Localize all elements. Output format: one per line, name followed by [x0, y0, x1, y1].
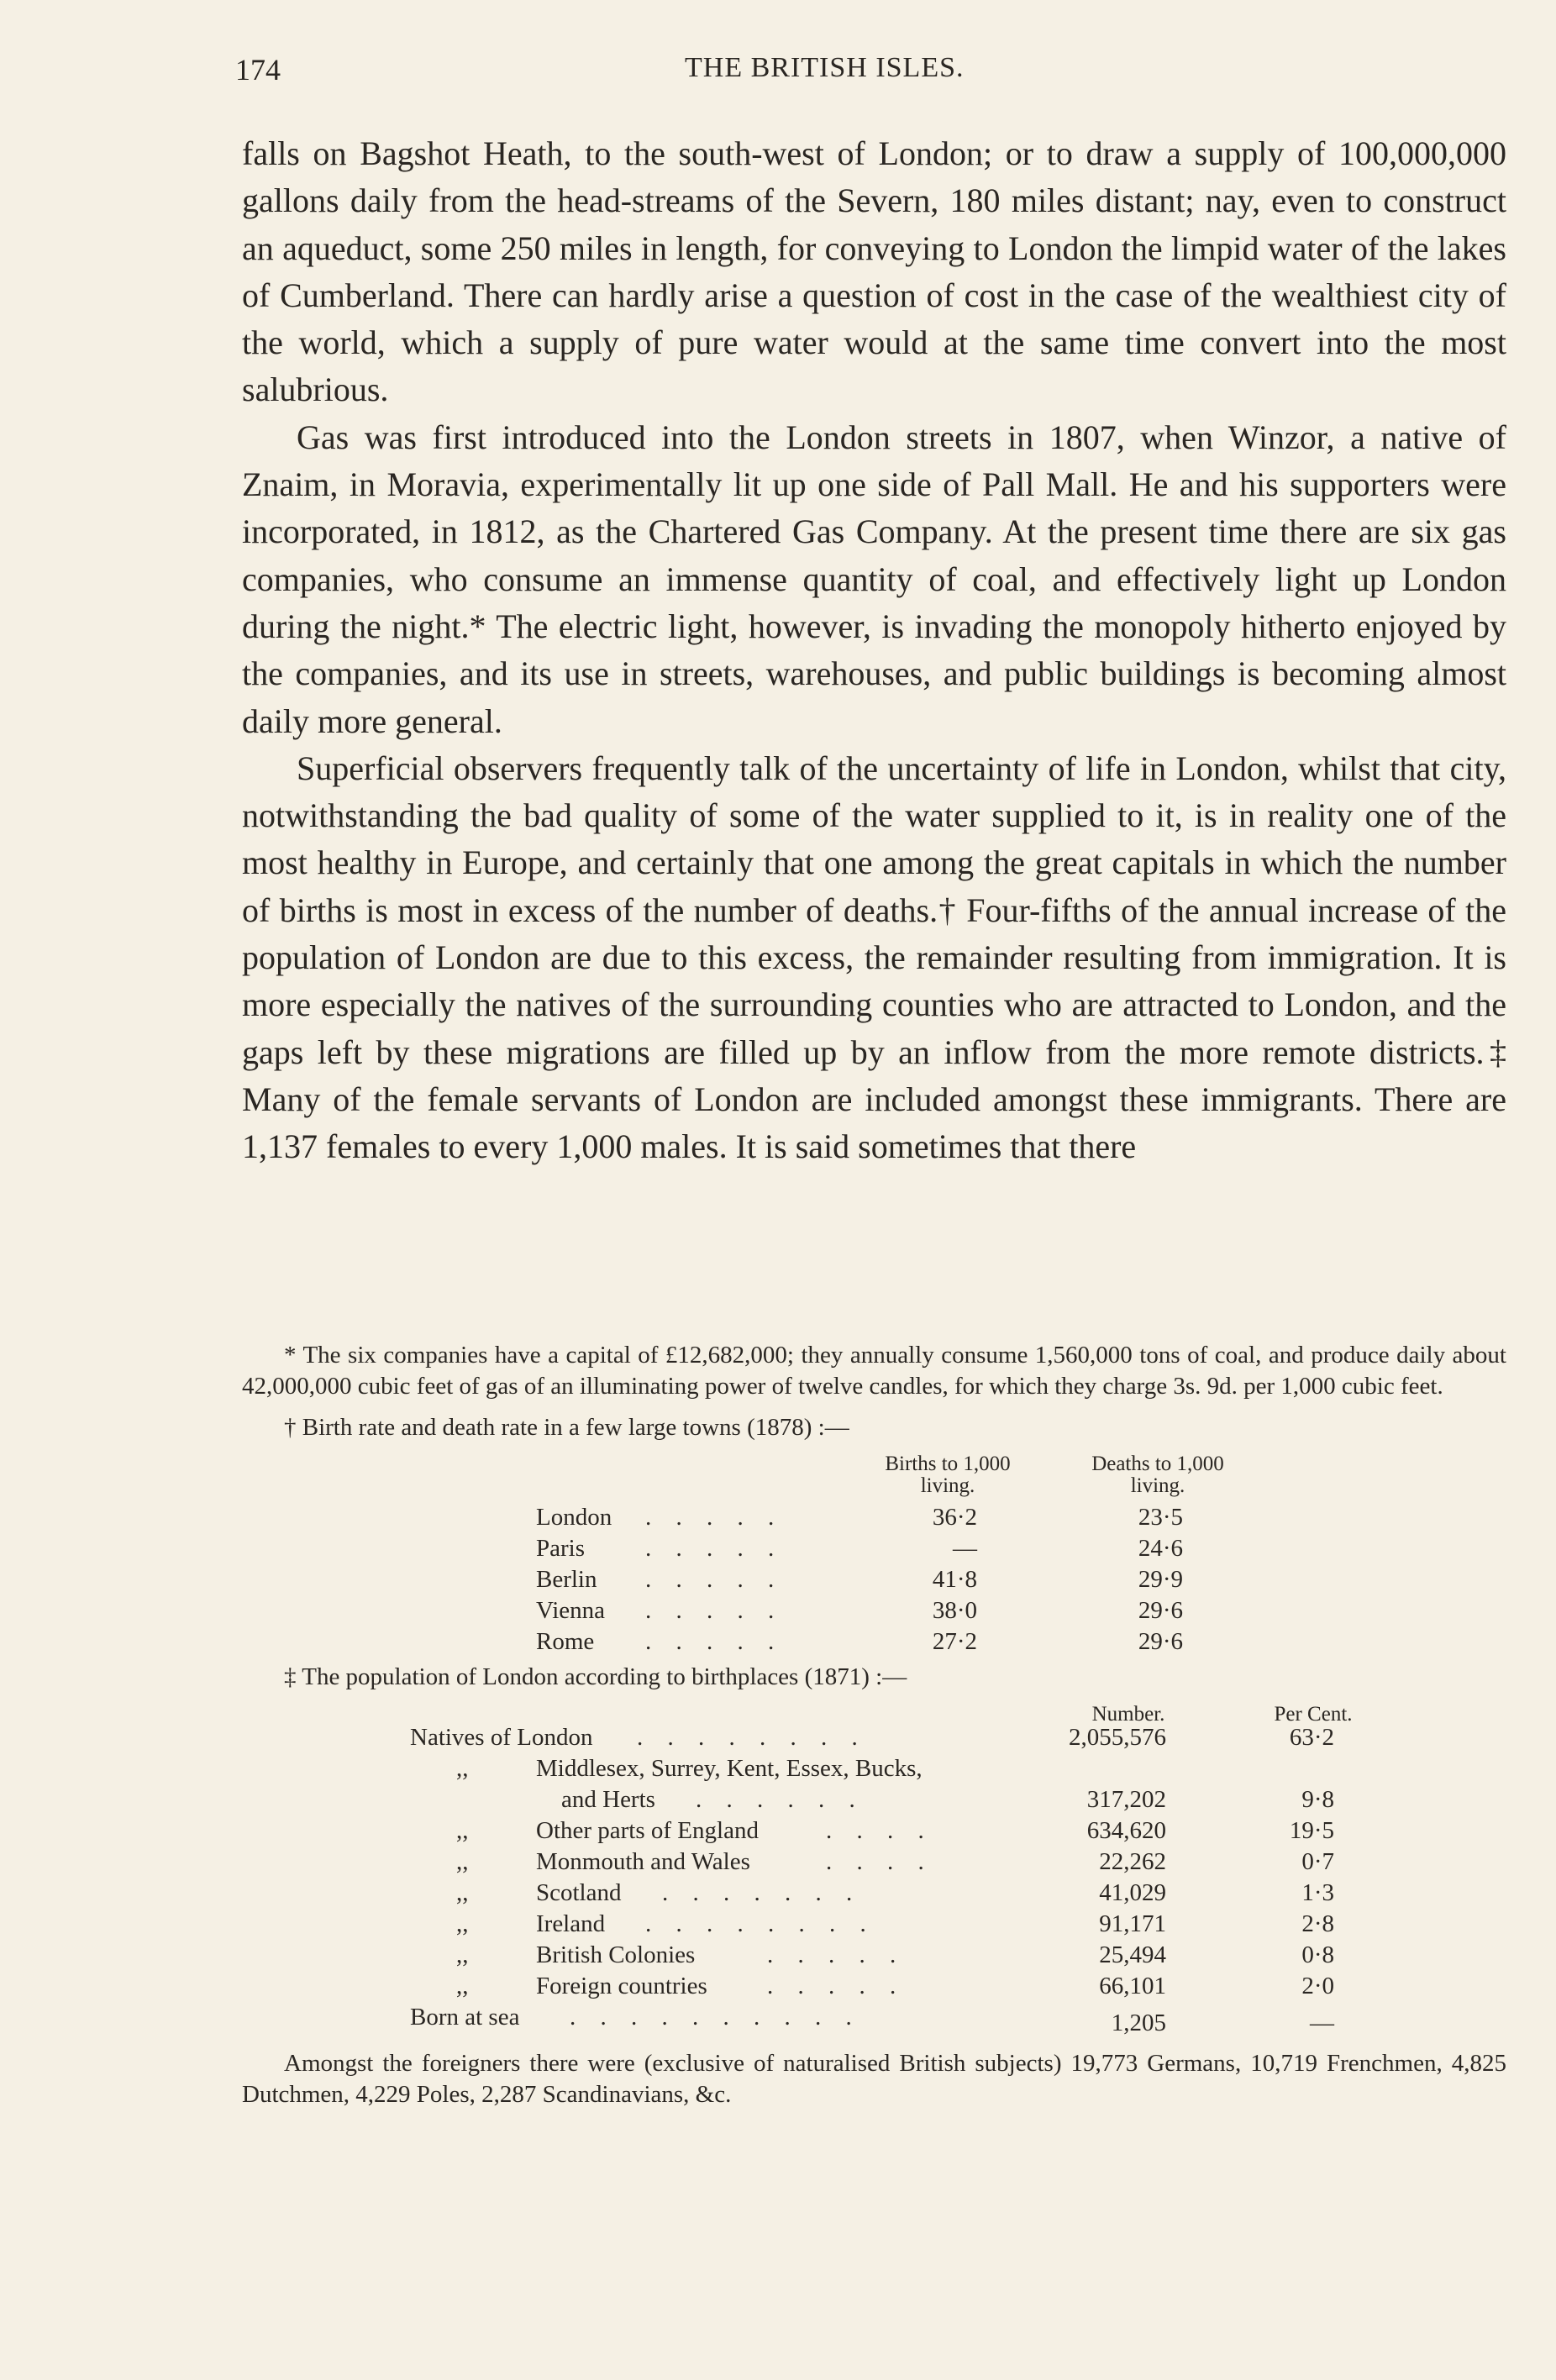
number-value: 91,171: [1099, 1910, 1166, 1937]
population-birthplace-table: [242, 1704, 1506, 2157]
deaths-value: 29·9: [1138, 1566, 1183, 1593]
dot-leader: . . . . . .: [696, 1786, 865, 1813]
deaths-value: 29·6: [1138, 1628, 1183, 1655]
ditto-mark: ,,: [456, 1755, 469, 1782]
footnotes: [242, 1340, 1506, 2157]
percent-value: 1·3: [1301, 1879, 1334, 1906]
deaths-value: 29·6: [1138, 1597, 1183, 1624]
births-value: 27·2: [932, 1628, 977, 1655]
dot-leader: . . . . .: [645, 1504, 784, 1531]
percent-value: 2·0: [1301, 1973, 1334, 1999]
deaths-value: 23·5: [1138, 1504, 1183, 1531]
percent-value: —: [1310, 2010, 1334, 2036]
running-head: THE BRITISH ISLES.: [685, 52, 965, 83]
percent-value: 2·8: [1301, 1910, 1334, 1937]
ditto-mark: ,,: [456, 1910, 469, 1937]
table-row-place: Middlesex, Surrey, Kent, Essex, Bucks,: [536, 1755, 923, 1782]
table-row-city: Rome: [536, 1628, 595, 1655]
percent-value: 9·8: [1301, 1786, 1334, 1813]
number-value: 1,205: [1111, 2010, 1166, 2036]
births-value: —: [953, 1535, 977, 1562]
births-value: 41·8: [932, 1566, 977, 1593]
column-header-deaths: Deaths to 1,000 living.: [1091, 1453, 1224, 1497]
dot-leader: . . . .: [826, 1848, 933, 1875]
footnote-foreigners: Amongst the foreigners there were (exclusive of naturalised British subjects) 19,773 Germans, 10,719 Frenchmen, 4,825 Dutchmen, 4,229 Poles, 2,287 Scandinavians, &c.: [242, 2050, 1506, 2108]
paragraph-gas: Gas was first introduced into the London streets in 1807, when Winzor, a native of Znaim, in Moravia, experimentally lit up one side of Pall Mall. He and his supporters were incorporated, in 1812, as the Chartered Gas Company. At the present time there are six gas companies, who consume an immense quantity of coal, and effectively light up London during the night.* The electric light, however, is invading the monopoly hitherto enjoyed by the companies, and its use in streets, warehouses, and public buildings is becoming almost daily more general.: [242, 418, 1506, 740]
dot-leader: . . . . .: [645, 1535, 784, 1562]
births-value: 36·2: [932, 1504, 977, 1531]
table-row-place: and Herts: [561, 1786, 655, 1813]
number-value: 317,202: [1086, 1786, 1166, 1813]
dot-leader: . . . . .: [767, 1941, 906, 1968]
ditto-mark: ,,: [456, 1817, 469, 1844]
number-value: 41,029: [1099, 1879, 1166, 1906]
ditto-mark: ,,: [456, 1848, 469, 1875]
ditto-mark: ,,: [456, 1973, 469, 1999]
percent-value: 0·8: [1301, 1941, 1334, 1968]
footnote-population-intro: ‡ The population of London according to birthplaces (1871) :—: [284, 1663, 907, 1690]
table-row-place: Scotland: [536, 1879, 622, 1906]
table-row-place: Born at sea: [410, 2004, 520, 2031]
percent-value: 0·7: [1301, 1848, 1334, 1875]
paragraph-health: Superficial observers frequently talk of the uncertainty of life in London, whilst that city, notwithstanding the bad quality of some of the water supplied to it, is in reality one of the most healthy in Europe, and certainly that one among the great capitals in which the number of births is most in excess of the number of deaths.† Four-fifths of the annual increase of the population of London are due to this excess, the remainder resulting from immigration. It is more especially the natives of the surrounding counties who are attracted to London, and the gaps left by these migrations are filled up by an inflow from the more remote districts.‡ Many of the female servants of London are included amongst these immigrants. There are 1,137 females to every 1,000 males. It is said sometimes that there: [242, 749, 1506, 1166]
dot-leader: . . . . . . . . . .: [570, 2004, 861, 2031]
dot-leader: . . . .: [826, 1817, 933, 1844]
number-value: 634,620: [1086, 1817, 1166, 1844]
dot-leader: . . . . . . . .: [637, 1724, 867, 1751]
dot-leader: . . . . .: [645, 1597, 784, 1624]
dot-leader: . . . . .: [645, 1628, 784, 1655]
percent-value: 19·5: [1289, 1817, 1334, 1844]
dot-leader: . . . . .: [767, 1973, 906, 1999]
births-value: 38·0: [932, 1597, 977, 1624]
paragraph-water-supply: falls on Bagshot Heath, to the south-west of London; or to draw a supply of 100,000,000 gallons daily from the head-streams of the Severn, 180 miles distant; nay, even to construct an aqueduct, some 250 miles in length, for conveying to London the limpid water of the lakes of Cumberland. There can hardly arise a question of cost in the case of the wealthiest city of the world, which a supply of pure water would at the same time convert into the most salubrious.: [242, 134, 1506, 409]
table-row-city: London: [536, 1504, 612, 1531]
table-row-place: Other parts of England: [536, 1817, 759, 1844]
dot-leader: . . . . . . .: [662, 1879, 862, 1906]
column-header-births: Births to 1,000 living.: [885, 1453, 1011, 1497]
number-value: 22,262: [1099, 1848, 1166, 1875]
table-row-city: Paris: [536, 1535, 585, 1562]
column-header-percent: Per Cent.: [1274, 1703, 1353, 1726]
table-row-city: Berlin: [536, 1566, 597, 1593]
birth-death-rate-table: [242, 1453, 1506, 1697]
table-row-place: British Colonies: [536, 1941, 696, 1968]
dot-leader: . . . . . . . .: [645, 1910, 875, 1937]
ditto-mark: ,,: [456, 1879, 469, 1906]
page-number: 174: [235, 53, 281, 87]
number-value: 25,494: [1099, 1941, 1166, 1968]
dot-leader: . . . . .: [645, 1566, 784, 1593]
table-row-place: Ireland: [536, 1910, 606, 1937]
number-value: 66,101: [1099, 1973, 1166, 1999]
number-value: 2,055,576: [1069, 1724, 1166, 1751]
table-row-place: Foreign countries: [536, 1973, 707, 1999]
table-row-place: Monmouth and Wales: [536, 1848, 750, 1875]
percent-value: 63·2: [1289, 1724, 1334, 1751]
ditto-mark: ,,: [456, 1941, 469, 1968]
footnote-gas-companies: * The six companies have a capital of £12,682,000; they annually consume 1,560,000 tons of coal, and produce daily about 42,000,000 cubic feet of gas of an illuminating power of twelve candles, for which they charge 3s. 9d. per 1,000 cubic feet.: [242, 1342, 1506, 1400]
table-row-city: Vienna: [536, 1597, 606, 1624]
page-header: [235, 52, 1496, 94]
footnote-birth-rate-intro: † Birth rate and death rate in a few large towns (1878) :—: [284, 1414, 849, 1441]
deaths-value: 24·6: [1138, 1535, 1183, 1562]
table-row-place: Natives of London: [410, 1724, 593, 1751]
column-header-number: Number.: [1091, 1703, 1165, 1726]
main-text: [242, 130, 1506, 1171]
